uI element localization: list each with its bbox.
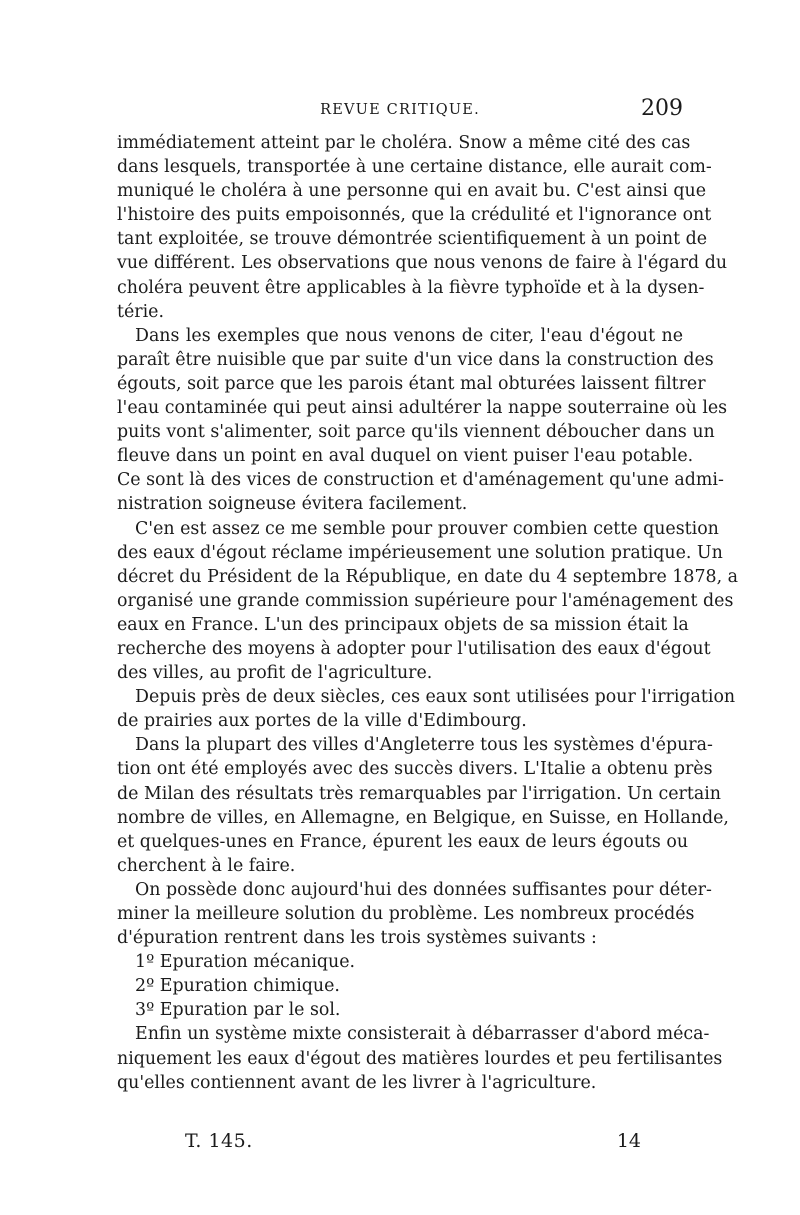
- text-line: muniqué le choléra à une personne qui en avait bu. C'est ainsi que: [117, 181, 706, 202]
- text-line: eaux en France. L'un des principaux objets de sa mission était la: [117, 614, 689, 635]
- text-line: de prairies aux portes de la ville d'Edimbourg.: [117, 711, 527, 732]
- text-line: miner la meilleure solution du problème. Les nombreux procédés: [117, 904, 695, 924]
- list-item: 3º Epuration par le sol.: [135, 1000, 341, 1021]
- text-line: cherchent à le faire.: [117, 855, 296, 876]
- text-line: paraît être nuisible que par suite d'un vice dans la construction des: [117, 349, 714, 370]
- text-line: des villes, au profit de l'agriculture.: [117, 663, 433, 684]
- text-line: Dans les exemples que nous venons de citer, l'eau d'égout ne: [135, 325, 683, 346]
- paragraph: [117, 517, 738, 686]
- sheet-number: 14: [616, 1130, 641, 1152]
- text-line: de Milan des résultats très remarquables par l'irrigation. Un certain: [117, 783, 721, 804]
- text-line: térie.: [117, 301, 164, 322]
- text-line: l'histoire des puits empoisonnés, que la crédulité et l'ignorance ont: [117, 205, 712, 226]
- page-footer: [117, 1130, 683, 1160]
- text-line: tant exploitée, se trouve démontrée scientifiquement à un point de: [117, 229, 708, 250]
- text-line: d'épuration rentrent dans les trois systèmes suivants :: [117, 928, 597, 949]
- text-line: décret du Président de la République, en date du 4 septembre 1878, a: [117, 566, 738, 587]
- paragraph: [117, 733, 729, 878]
- text-line: et quelques-unes en France, épurent les eaux de leurs égouts ou: [117, 831, 689, 852]
- list-item: 1º Epuration mécanique.: [135, 952, 356, 973]
- body-text: [117, 131, 738, 1095]
- list-item: 2º Epuration chimique.: [135, 976, 340, 997]
- paragraph: [117, 324, 728, 517]
- text-line: nistration soigneuse évitera facilement.: [117, 494, 468, 515]
- text-line: des eaux d'égout réclame impérieusement une solution pratique. Un: [117, 542, 723, 563]
- text-line: puits vont s'alimenter, soit parce qu'ils viennent déboucher dans un: [117, 422, 715, 443]
- paragraph: [117, 131, 728, 324]
- running-header: [117, 96, 683, 126]
- text-line: fleuve dans un point en aval duquel on vient puiser l'eau potable.: [117, 446, 694, 467]
- text-line: Enfin un système mixte consisterait à débarrasser d'abord méca-: [135, 1024, 710, 1045]
- paragraph: [117, 878, 712, 950]
- text-line: Dans la plupart des villes d'Angleterre tous les systèmes d'épura-: [135, 735, 713, 756]
- text-line: vue différent. Les observations que nous venons de faire à l'égard du: [117, 253, 728, 274]
- text-line: choléra peuvent être applicables à la fièvre typhoïde et à la dysen-: [117, 277, 705, 298]
- text-line: recherche des moyens à adopter pour l'utilisation des eaux d'égout: [117, 638, 711, 659]
- text-line: organisé une grande commission supérieure pour l'aménagement des: [117, 590, 734, 611]
- text-line: dans lesquels, transportée à une certaine distance, elle aurait com-: [117, 157, 712, 178]
- numbered-list: [117, 950, 683, 1022]
- text-line: tion ont été employés avec des succès divers. L'Italie a obtenu près: [117, 759, 713, 780]
- text-line: égouts, soit parce que les parois étant mal obturées laissent filtrer: [117, 373, 706, 394]
- running-title: REVUE CRITIQUE.: [320, 102, 480, 118]
- text-line: C'en est assez ce me semble pour prouver combien cette question: [135, 518, 719, 539]
- text-line: niquement les eaux d'égout des matières lourdes et peu fertilisantes: [117, 1048, 723, 1069]
- text-line: nombre de villes, en Allemagne, en Belgique, en Suisse, en Hollande,: [117, 807, 729, 828]
- text-line: l'eau contaminée qui peut ainsi adultérer la nappe souterraine où les: [117, 398, 728, 419]
- signature-mark: T. 145.: [185, 1130, 253, 1152]
- text-line: On possède donc aujourd'hui des données suffisantes pour déter-: [135, 879, 712, 900]
- page-number: 209: [641, 96, 683, 121]
- text-line: Ce sont là des vices de construction et d'aménagement qu'une admi-: [117, 470, 724, 491]
- text-line: immédiatement atteint par le choléra. Snow a même cité des cas: [117, 133, 691, 153]
- paragraph: [117, 685, 736, 733]
- text-line: qu'elles contiennent avant de les livrer à l'agriculture.: [117, 1072, 597, 1093]
- paragraph: [117, 1022, 723, 1094]
- text-line: Depuis près de deux siècles, ces eaux sont utilisées pour l'irrigation: [135, 687, 736, 708]
